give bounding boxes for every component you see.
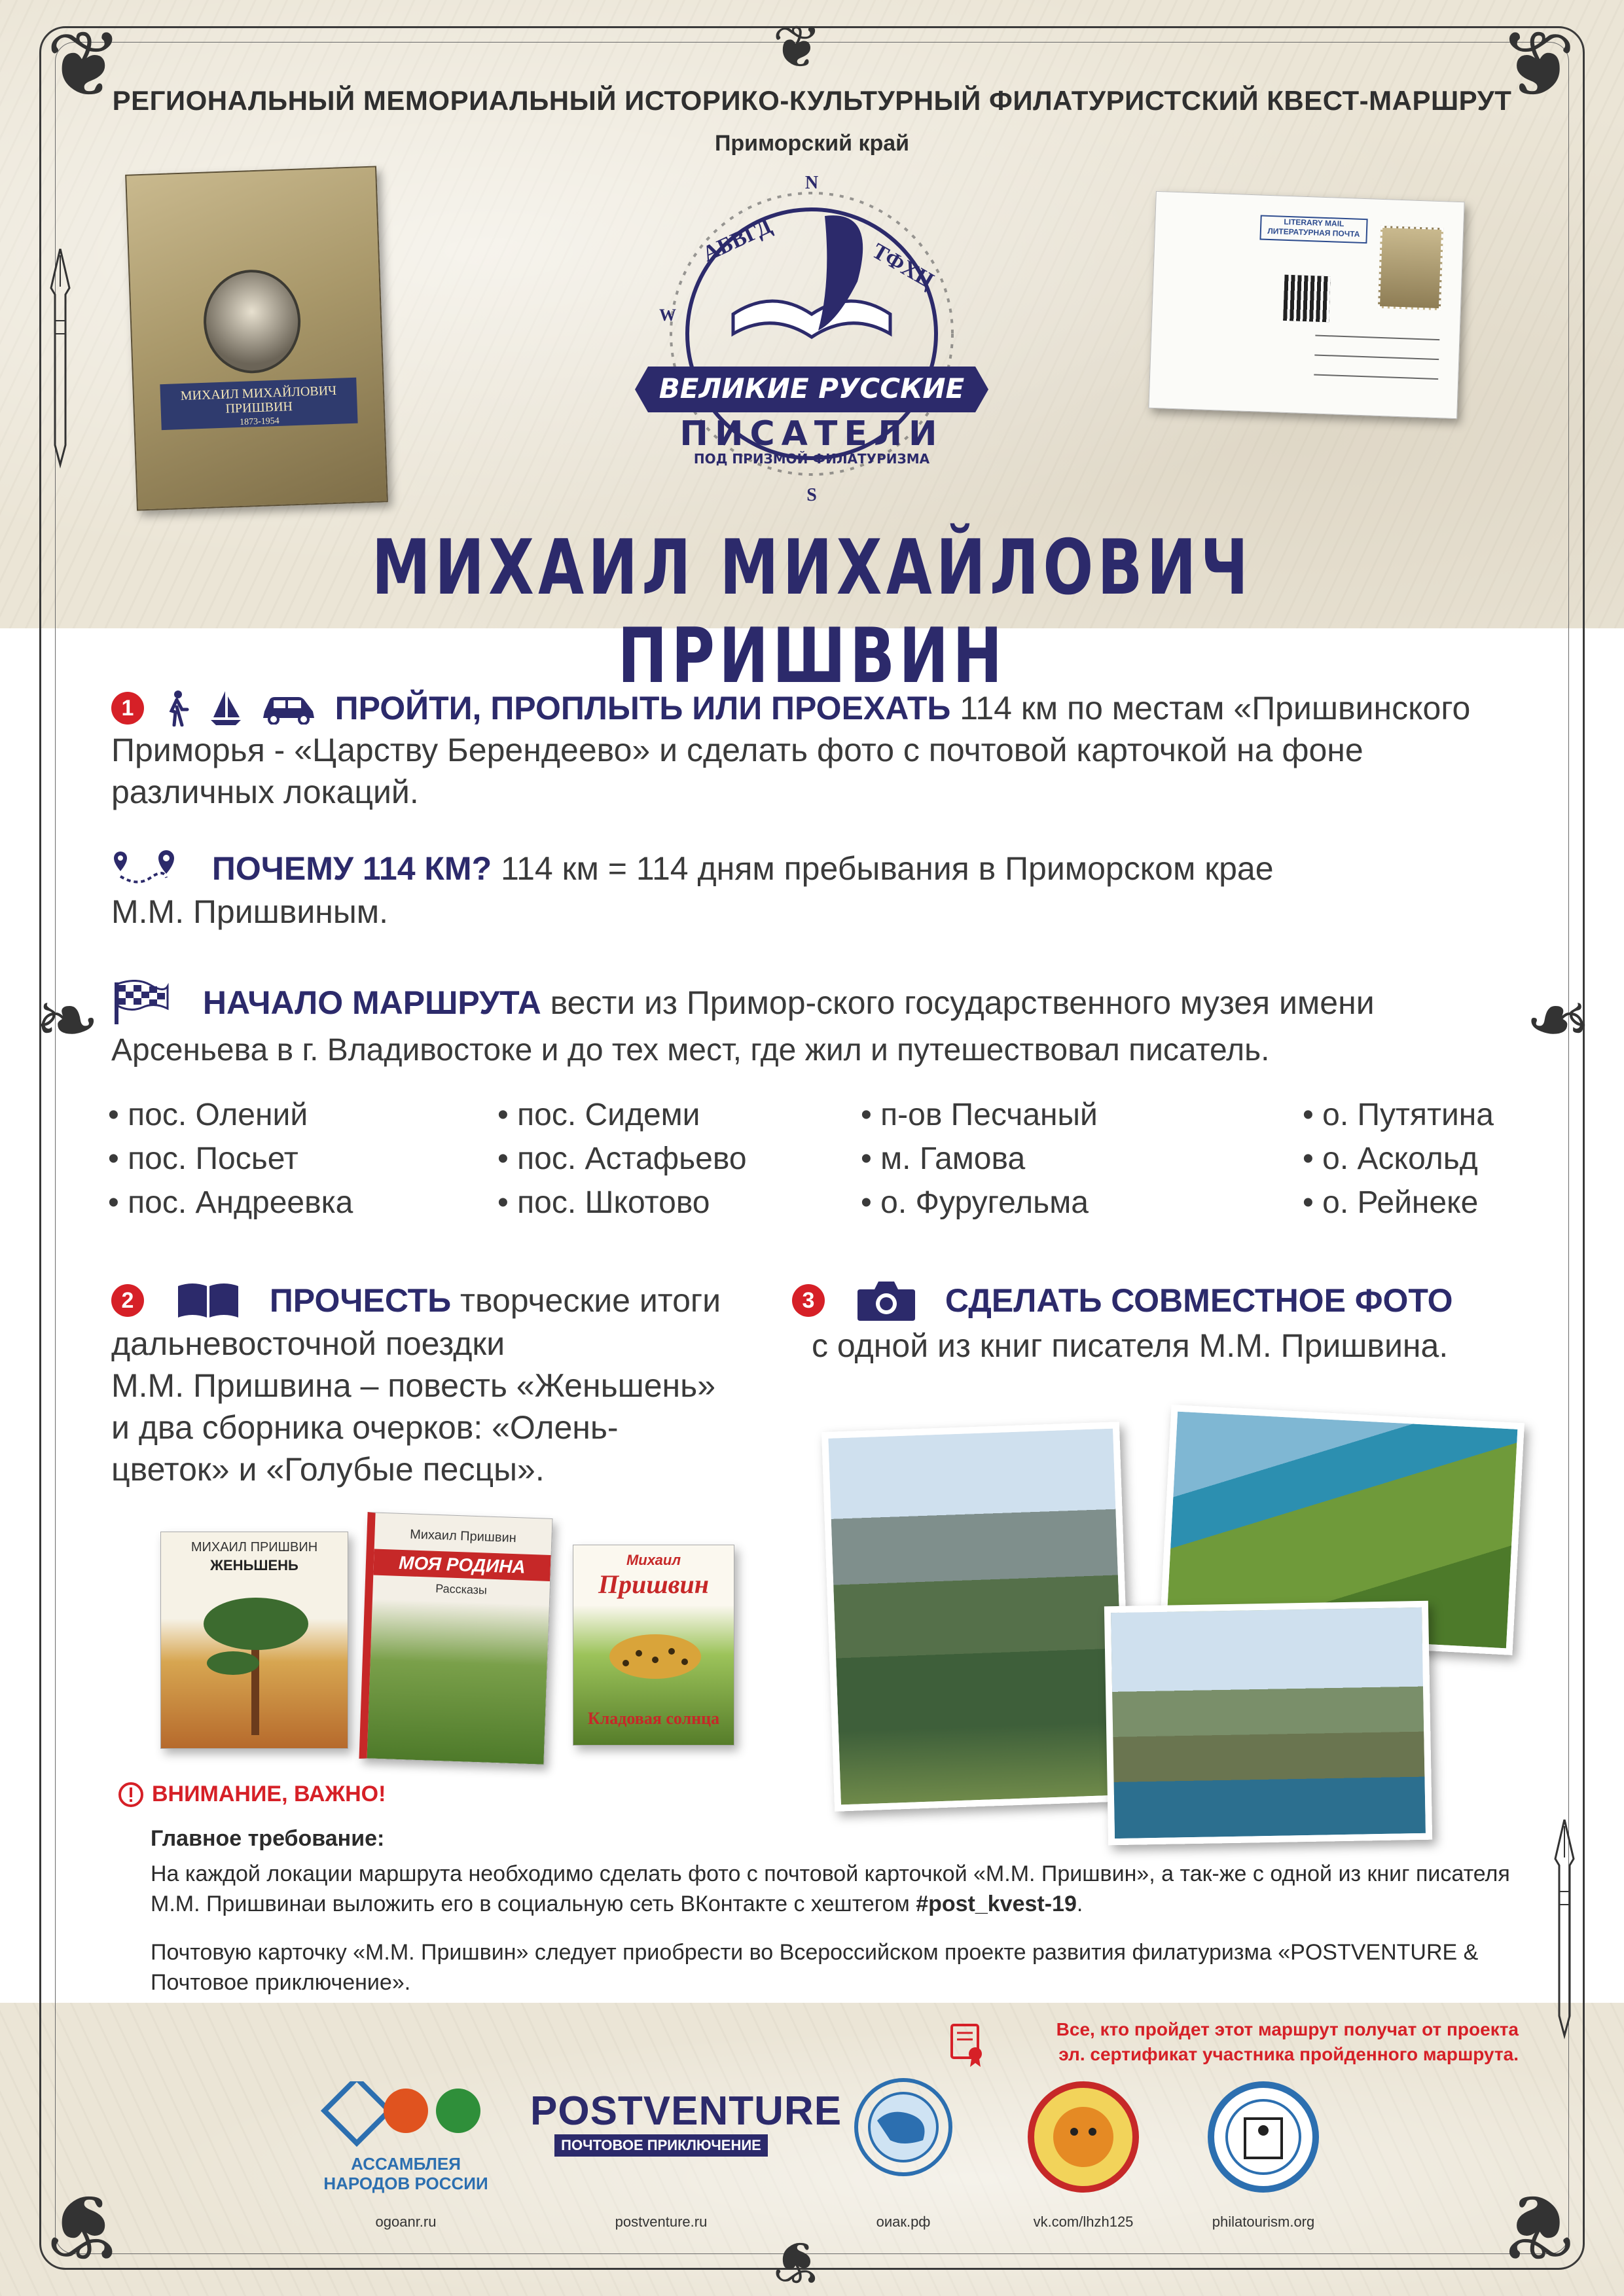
coastal-cliff-photo [821, 1422, 1132, 1812]
section-1-heading: ПРОЙТИ, ПРОПЛЫТЬ ИЛИ ПРОЕХАТЬ [334, 690, 951, 726]
letters-decor-2: ТФХЦ [868, 238, 938, 293]
cover-name-line1: МИХАИЛ МИХАЙЛОВИЧ [180, 383, 337, 404]
warning-title: ВНИМАНИЕ, ВАЖНО! [152, 1782, 386, 1806]
section-1-text-2: Приморья - «Царству Берендеево» и сделать фото с почтовой карточкой на фоне [111, 732, 1363, 768]
step-3-badge: 3 [792, 1284, 825, 1317]
certificate-line-1: Все, кто пройдет этот маршрут получат от проекта [1056, 2019, 1519, 2039]
flourish-top-right-icon: ❦ [1499, 12, 1576, 118]
book-author: Михаил [626, 1552, 681, 1568]
address-line [1314, 354, 1439, 360]
flourish-top-left-icon: ❦ [46, 12, 123, 118]
partner-url[interactable]: vk.com/lhzh125 [1033, 2214, 1134, 2230]
book-author: МИХАИЛ ПРИШВИН [190, 1540, 318, 1554]
flourish-bottom-right-icon: ❦ [1499, 2172, 1576, 2279]
partner-philatourism-logo[interactable] [1178, 2078, 1348, 2199]
locations-column-4 [1303, 1093, 1494, 1225]
locations-column-2 [497, 1093, 747, 1225]
tiger-emblem-icon [1024, 2078, 1142, 2196]
section-3-text-1: с одной из книг писателя М.М. Пришвина. [812, 1327, 1449, 1364]
section-2-heading: ПРОЧЕСТЬ [269, 1282, 452, 1319]
section-1-text-1: 114 км по местам «Пришвинского [950, 690, 1471, 726]
route-start-block [111, 982, 1519, 1071]
walking-person-icon [162, 690, 191, 726]
header-title: РЕГИОНАЛЬНЫЙ МЕМОРИАЛЬНЫЙ ИСТОРИКО-КУЛЬТУРНЫЙ ФИЛАТУРИСТСКИЙ КВЕСТ-МАРШРУТ [112, 85, 1512, 116]
certificate-icon [949, 2022, 986, 2068]
book-subtitle: Рассказы [435, 1581, 488, 1597]
section-2-text-5: цветок» и «Голубые песцы». [111, 1450, 545, 1488]
section-2-text-1: творческие итоги [451, 1282, 721, 1319]
prishvin-postcard-cover-image [125, 166, 388, 511]
checkered-flag-icon [111, 980, 170, 1026]
logo-line3: ПОД ПРИЗМОЙ ФИЛАТУРИЗМА [693, 451, 930, 467]
book-title: Кладовая солнца [587, 1709, 720, 1728]
step-2-badge: 2 [111, 1284, 144, 1317]
address-line [1314, 374, 1438, 380]
cover-years: 1873-1954 [239, 416, 280, 427]
philatourism-emblem-icon [1204, 2078, 1322, 2196]
book-title: ЖЕНЬШЕНЬ [210, 1557, 298, 1573]
open-book-icon [733, 301, 890, 337]
globe-emblem-icon [838, 2075, 969, 2199]
why-114-text-2: М.М. Пришвиным. [111, 893, 389, 930]
section-2-text-3: М.М. Пришвина – повесть «Женьшень» [111, 1367, 716, 1404]
location-item: • пос. Олений [108, 1093, 353, 1137]
certificate-note [1001, 2017, 1519, 2067]
locations-column-3 [861, 1093, 1098, 1225]
location-item: • пос. Посьет [108, 1137, 353, 1181]
location-item: • о. Рейнеке [1303, 1181, 1494, 1225]
postcard-tag: LITERARY MAIL ЛИТЕРАТУРНАЯ ПОЧТА [1259, 215, 1367, 243]
partner-url[interactable]: philatourism.org [1212, 2214, 1315, 2230]
section-3-block [792, 1280, 1512, 1367]
fountain-pen-right-icon [1545, 1820, 1584, 2055]
section-1-text-3: различных локаций. [111, 774, 419, 810]
cover-name-line2: ПРИШВИН [225, 399, 293, 416]
partner-postventure-logo[interactable] [530, 2088, 842, 2157]
qr-code-icon [1283, 275, 1330, 322]
book-author: Михаил Пришвин [409, 1527, 517, 1546]
partner-assembly-logo[interactable] [308, 2081, 504, 2193]
great-russian-writers-logo [602, 170, 1021, 511]
partner-young-journalists-logo[interactable] [1008, 2078, 1159, 2199]
header-subtitle: Приморский край [714, 131, 910, 156]
why-114-text-1: 114 км = 114 дням пребывания в Приморском крае [492, 850, 1274, 887]
location-item: • пос. Андреевка [108, 1181, 353, 1225]
certificate-line-2: эл. сертификат участника пройденного маршрута. [1058, 2044, 1519, 2064]
location-item: • п-ов Песчаный [861, 1093, 1098, 1137]
flourish-bottom-center-icon: ❦ [772, 2227, 822, 2296]
requirement-title: Главное требование: [151, 1826, 385, 1851]
section-1-block [111, 687, 1519, 813]
compass-s-label: S [806, 485, 817, 505]
partner-rgo-logo[interactable] [825, 2075, 982, 2202]
requirement-end: . [1076, 1892, 1083, 1916]
flourish-top-center-icon: ❦ [772, 13, 822, 82]
section-2-block [111, 1280, 799, 1490]
literary-mail-postcard-image [1148, 191, 1464, 419]
why-114-heading: ПОЧЕМУ 114 КМ? [211, 850, 492, 887]
flourish-right-mid-icon: ❧ [1525, 975, 1591, 1066]
route-start-heading: НАЧАЛО МАРШРУТА [202, 984, 541, 1021]
book-cover-kladovaya-solntsa [573, 1545, 734, 1746]
partner-url[interactable]: ogoanr.ru [375, 2214, 437, 2230]
partner-subname: ПОЧТОВОЕ ПРИКЛЮЧЕНИЕ [554, 2134, 768, 2157]
flourish-left-mid-icon: ❧ [34, 975, 100, 1066]
open-book-icon [175, 1281, 241, 1320]
route-start-text-1: вести из Примор-ского государственного музея имени [541, 984, 1375, 1021]
car-icon [261, 692, 317, 725]
location-item: • о. Фуругельма [861, 1181, 1098, 1225]
writer-name-title: МИХАИЛ МИХАЙЛОВИЧ ПРИШВИН [371, 524, 1253, 700]
location-item: • пос. Сидеми [497, 1093, 747, 1137]
why-114-block [111, 848, 1519, 933]
partner-name: POSTVENTURE [530, 2089, 842, 2134]
route-pins-icon [111, 849, 179, 888]
postage-stamp-image [1378, 226, 1443, 310]
location-item: • о. Аскольд [1303, 1137, 1494, 1181]
fountain-pen-left-icon [41, 249, 80, 484]
step-1-badge: 1 [111, 692, 144, 725]
logo-line1: ВЕЛИКИЕ РУССКИЕ [659, 372, 965, 404]
location-item: • м. Гамова [861, 1137, 1098, 1181]
partner-name: АССАМБЛЕЯ НАРОДОВ РОССИИ [323, 2154, 488, 2193]
compass-n-label: N [804, 173, 819, 193]
section-2-text-4: и два сборника очерков: «Олень- [111, 1408, 619, 1446]
compass-w-label: W [659, 306, 676, 325]
location-item: • пос. Шкотово [497, 1181, 747, 1225]
section-2-text-2: дальневосточной поездки [111, 1325, 505, 1362]
book-cover-moya-rodina [359, 1512, 553, 1765]
section-3-heading: СДЕЛАТЬ СОВМЕСТНОЕ ФОТО [945, 1282, 1453, 1319]
letters-decor: АБВГД [698, 213, 776, 267]
warning-icon [118, 1782, 144, 1808]
address-line [1315, 334, 1439, 340]
partner-url[interactable]: оиак.рф [876, 2214, 931, 2230]
cover-ribbon [160, 378, 357, 430]
lighthouse-cliff-photo [1104, 1601, 1432, 1846]
location-item: • пос. Астафьево [497, 1137, 747, 1181]
book-cover-zhenshen [160, 1532, 348, 1749]
requirement-text [151, 1859, 1532, 1919]
hashtag: #post_kvest-19 [916, 1892, 1077, 1916]
portrait-image [202, 268, 302, 375]
logo-line2: ПИСАТЕЛИ [679, 414, 944, 454]
requirement-body: На каждой локации маршрута необходимо сделать фото с почтовой карточкой «М.М. Пришвин», а так-же с одной из книг писателя М.М. Пришвинаи выложить его в социальную сеть ВКонтакте с хештегом [151, 1861, 1510, 1916]
purchase-note: Почтовую карточку «М.М. Пришвин» следует приобрести во Всероссийском проекте развития филатуризма «POSTVENTURE & Почтовое приключение». [151, 1940, 1479, 1995]
camera-icon [856, 1279, 916, 1322]
book-author-surname: Пришвин [598, 1570, 709, 1599]
assembly-emblems-icon [321, 2081, 491, 2160]
book-title: МОЯ РОДИНА [373, 1549, 550, 1581]
location-item: • о. Путятина [1303, 1093, 1494, 1137]
sailboat-icon [209, 690, 242, 726]
partner-url[interactable]: postventure.ru [615, 2214, 708, 2230]
flourish-bottom-left-icon: ❦ [46, 2172, 123, 2279]
locations-column-1 [108, 1093, 353, 1225]
route-start-text-2: Арсеньева в г. Владивостоке и до тех мест, где жил и путешествовал писатель. [111, 1032, 1270, 1067]
